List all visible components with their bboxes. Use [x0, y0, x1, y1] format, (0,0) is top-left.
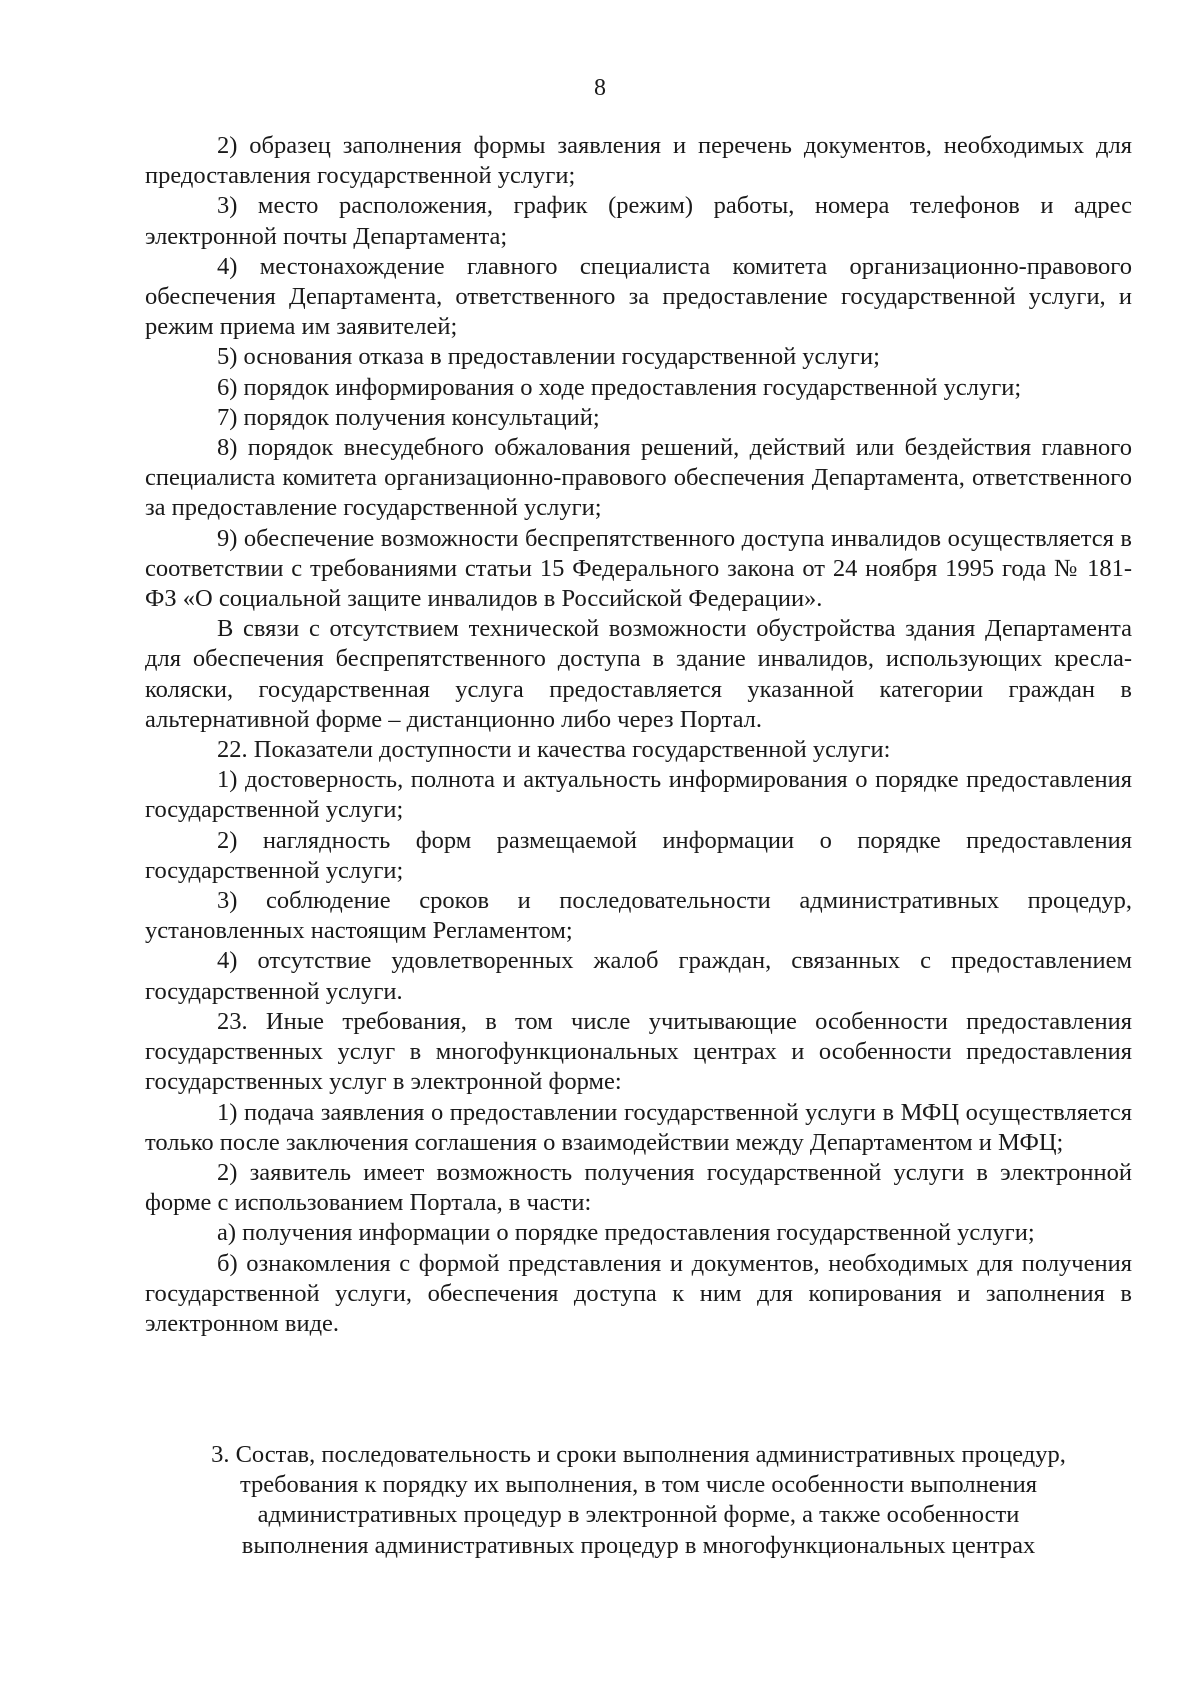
- paragraph-23-item-1: 1) подача заявления о предоставлении государственной услуги в МФЦ осуществляется только после заключения соглашения о взаимодействии между Департаментом и МФЦ;: [145, 1098, 1132, 1156]
- paragraph-22-item-3: 3) соблюдение сроков и последовательности административных процедур, установленных настоящим Регламентом;: [145, 887, 1132, 945]
- paragraph-item-3-location: 3) место расположения, график (режим) работы, номера телефонов и адрес электронной почты Департамента;: [145, 192, 1132, 250]
- paragraph-section-23-heading: 23. Иные требования, в том числе учитывающие особенности предоставления государственных услуг в многофункциональных центрах и особенности предоставления государственных услуг в электронной форме:: [145, 1007, 1132, 1096]
- paragraph-alternative-form: В связи с отсутствием технической возможности обустройства здания Департамента для обеспечения беспрепятственного доступа в здание инвалидов, использующих кресла-коляски, государственная услуга предоставляется указанной категории граждан в альтернативной форме – дистанционно либо через Портал.: [145, 615, 1132, 733]
- paragraph-item-2-sample-form: 2) образец заполнения формы заявления и перечень документов, необходимых для предоставления государственной услуги;: [145, 132, 1132, 190]
- body-text: [145, 131, 1132, 1339]
- paragraph-22-item-4: 4) отсутствие удовлетворенных жалоб граждан, связанных с предоставлением государственной услуги.: [145, 947, 1132, 1005]
- paragraph-item-9-accessibility: 9) обеспечение возможности беспрепятственного доступа инвалидов осуществляется в соответствии с требованиями статьи 15 Федерального закона от 24 ноября 1995 года № 181-ФЗ «О социальной защите инвалидов в Российской Федерации».: [145, 524, 1132, 613]
- page-number: 8: [594, 75, 606, 101]
- paragraph-item-7-consultations: 7) порядок получения консультаций;: [217, 403, 600, 431]
- paragraph-22-item-2: 2) наглядность форм размещаемой информации о порядке предоставления государственной услуги;: [145, 826, 1132, 884]
- paragraph-23-item-a: а) получения информации о порядке предоставления государственной услуги;: [217, 1219, 1035, 1247]
- paragraph-item-6-informing-procedure: 6) порядок информирования о ходе предоставления государственной услуги;: [217, 373, 1022, 401]
- paragraph-item-4-specialist-location: 4) местонахождение главного специалиста комитета организационно-правового обеспечения Департамента, ответственного за предоставление государственной услуги, и режим приема им заявителей;: [145, 252, 1132, 341]
- paragraph-23-item-b: б) ознакомления с формой представления и документов, необходимых для получения государственной услуги, обеспечения доступа к ним для копирования и заполнения в электронном виде.: [145, 1249, 1132, 1337]
- section-heading-line: 3. Состав, последовательность и сроки выполнения административных процедур,: [211, 1441, 1066, 1468]
- paragraph-item-5-refusal-grounds: 5) основания отказа в предоставлении государственной услуги;: [217, 343, 880, 371]
- paragraph-item-8-appeal-procedure: 8) порядок внесудебного обжалования решений, действий или бездействия главного специалиста комитета организационно-правового обеспечения Департамента, ответственного за предоставление государственной услуги;: [145, 434, 1132, 522]
- section-heading-line: требования к порядку их выполнения, в том числе особенности выполнения: [239, 1471, 1038, 1499]
- paragraph-section-22-heading: 22. Показатели доступности и качества государственной услуги:: [217, 736, 891, 764]
- section-heading-line: административных процедур в электронной форме, а также особенности: [257, 1501, 1020, 1529]
- paragraph-23-item-2: 2) заявитель имеет возможность получения государственной услуги в электронной форме с использованием Портала, в части:: [145, 1158, 1132, 1217]
- section-3-heading: [145, 1440, 1132, 1561]
- section-heading-line: выполнения административных процедур в многофункциональных центрах: [241, 1531, 1036, 1559]
- paragraph-22-item-1: 1) достоверность, полнота и актуальность информирования о порядке предоставления государственной услуги;: [145, 766, 1132, 824]
